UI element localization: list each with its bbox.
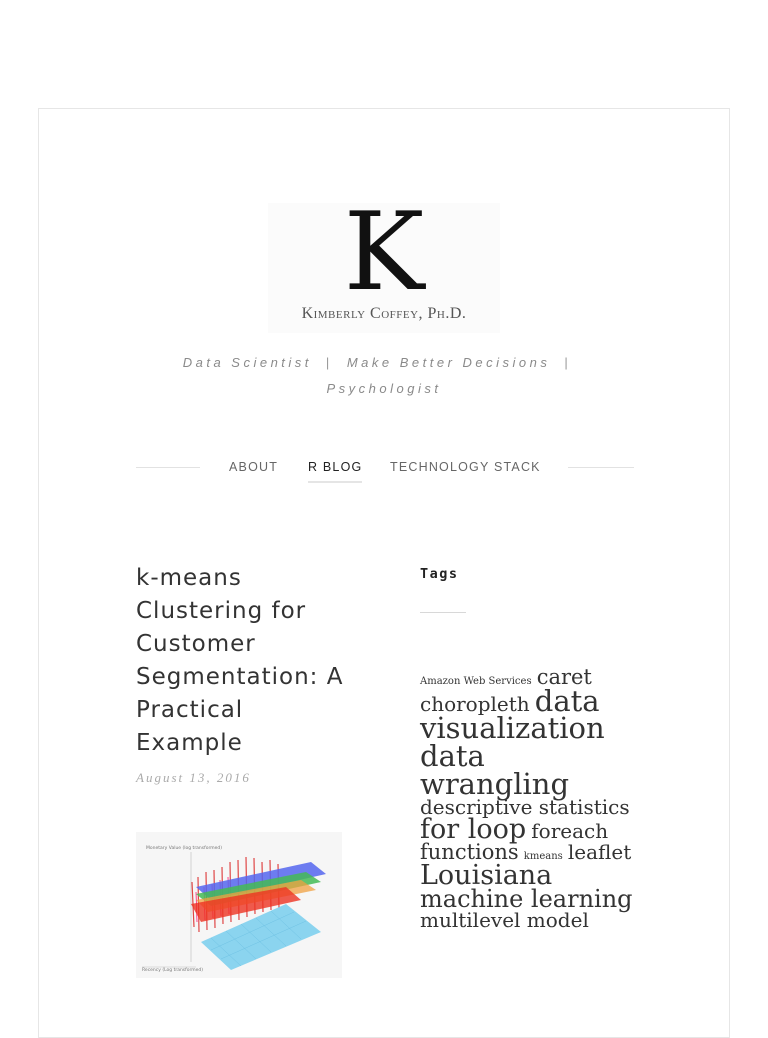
plot-x-axis-label: Recency (Log transformed) xyxy=(142,968,204,973)
tag-link[interactable]: multilevel model xyxy=(420,908,589,933)
nav-item-about[interactable]: ABOUT xyxy=(229,460,279,474)
cluster-3d-plot xyxy=(136,832,342,978)
tag-link[interactable]: Amazon Web Services xyxy=(420,676,532,687)
tagline-separator: | xyxy=(564,355,572,370)
tag-link[interactable]: machine learning xyxy=(420,885,633,914)
tag-link[interactable]: Louisiana xyxy=(420,859,553,891)
tagline-make-better-decisions: Make Better Decisions xyxy=(346,355,551,370)
tag-link[interactable]: for loop xyxy=(420,814,527,846)
post-date: August 13, 2016 xyxy=(136,770,251,785)
nav-item-r-blog[interactable]: R BLOG xyxy=(308,460,363,474)
tagline-data-scientist: Data Scientist xyxy=(182,355,312,370)
post-featured-image[interactable] xyxy=(136,832,342,978)
tagline-separator: | xyxy=(325,355,333,370)
tag-link[interactable]: kmeans xyxy=(523,850,563,862)
tag-link[interactable]: leaflet xyxy=(567,839,632,864)
tag-link[interactable]: data visualization xyxy=(420,683,605,746)
tags-heading: Tags xyxy=(420,566,459,582)
tagline-psychologist: Psychologist xyxy=(326,381,442,396)
tag-link[interactable]: descriptive statistics xyxy=(420,795,630,820)
site-tagline xyxy=(136,350,632,402)
nav-rule-right xyxy=(568,467,634,468)
nav-rule-left xyxy=(136,467,200,468)
tag-cloud xyxy=(420,665,640,933)
plot-z-axis-label: Monetary Value (log transformed) xyxy=(146,846,222,851)
post-title[interactable]: k-means Clustering for Customer Segmentation: A Practical Example xyxy=(136,565,344,756)
main-nav xyxy=(136,458,634,482)
tags-divider xyxy=(420,612,466,613)
tag-link[interactable]: foreach xyxy=(531,819,609,844)
tag-link[interactable]: functions xyxy=(420,839,519,864)
tag-link[interactable]: caret xyxy=(536,665,592,689)
nav-item-technology-stack[interactable]: TECHNOLOGY STACK xyxy=(390,460,541,474)
tag-link[interactable]: choropleth xyxy=(420,691,530,716)
logo-letter: K xyxy=(343,190,425,315)
tag-link[interactable]: data wrangling xyxy=(420,739,570,801)
logo-name: Kimberly Coffey, Ph.D. xyxy=(301,305,467,322)
site-logo[interactable] xyxy=(268,190,500,333)
